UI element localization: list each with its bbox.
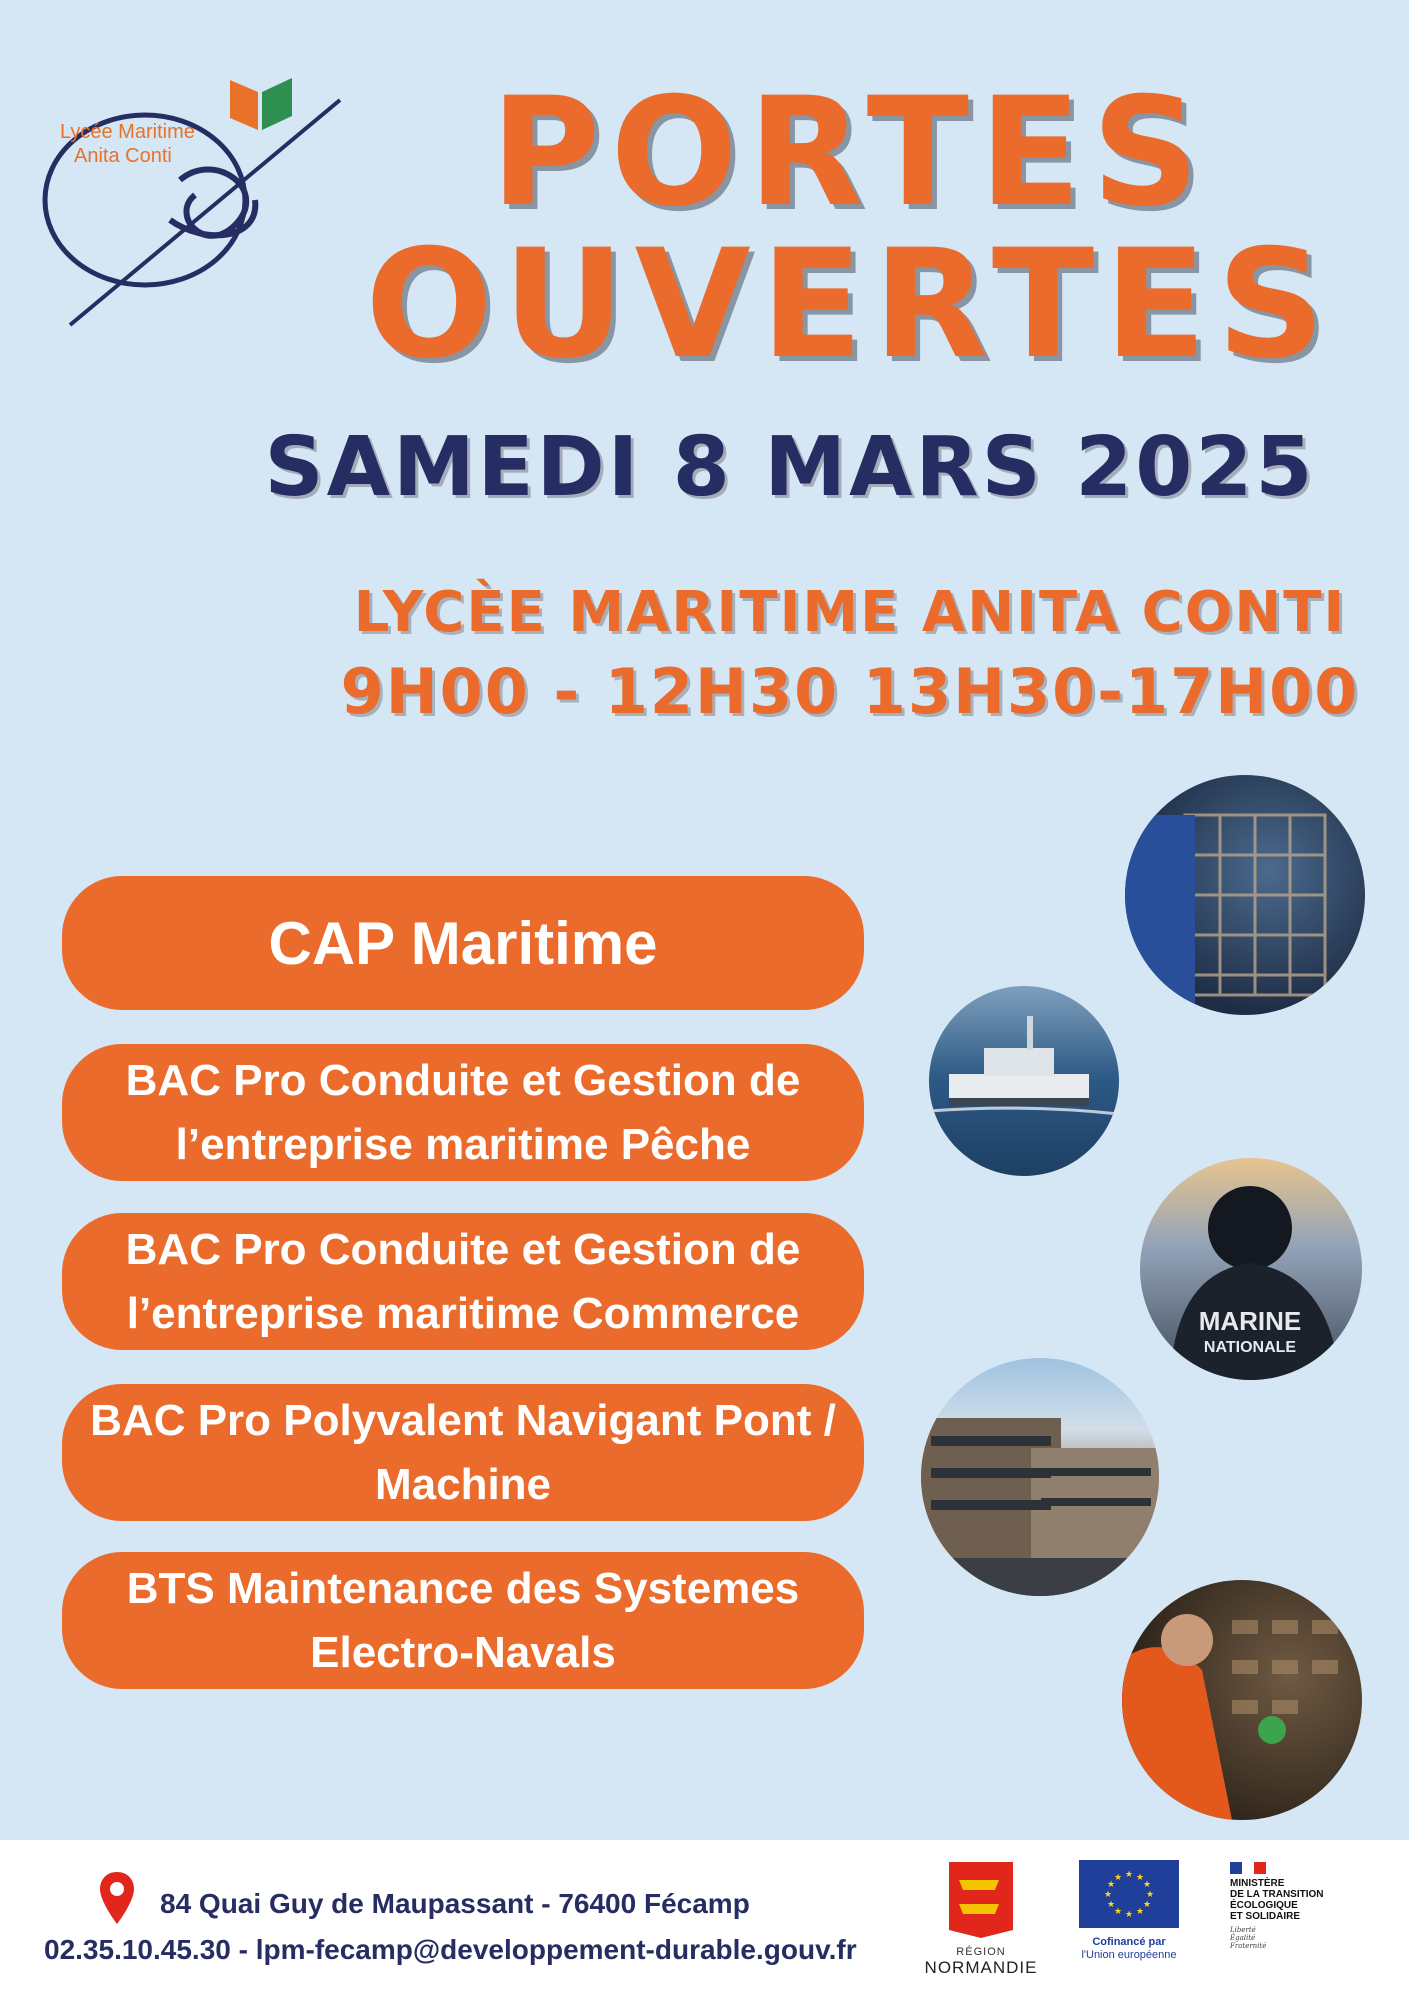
- svg-text:★: ★: [1124, 1910, 1134, 1920]
- normandie-leopards-icon: [945, 1860, 1017, 1940]
- french-flag-icon: [1230, 1862, 1266, 1874]
- region-name: NORMANDIE: [924, 1958, 1038, 1977]
- logo-line-2: Anita Conti: [74, 145, 172, 167]
- badge-marine: MARINE: [1198, 1306, 1302, 1336]
- ministry-logo: [1230, 1862, 1400, 1950]
- program-bts-electro-navals: BTS Maintenance des Systemes Electro-Navals: [62, 1552, 864, 1689]
- address: 84 Quai Guy de Maupassant - 76400 Fécamp: [160, 1888, 750, 1919]
- eu-line-2: l'Union européenne: [1081, 1949, 1177, 1961]
- photo-school-building: [921, 1358, 1159, 1596]
- badge-nationale: NATIONALE: [1203, 1339, 1297, 1356]
- ministry-line-1: MINISTÈRE: [1230, 1878, 1285, 1889]
- photo-fishing-trap: [1125, 775, 1365, 1015]
- photo-marine-nationale: [1140, 1158, 1362, 1380]
- photo-boat: [929, 986, 1119, 1176]
- headline-line-2: OUVERTES: [365, 218, 1335, 392]
- program-bac-peche: BAC Pro Conduite et Gestion de l’entreprise maritime Pêche: [62, 1044, 864, 1181]
- event-date: SAMEDI 8 MARS 2025: [264, 420, 1316, 515]
- region-normandie-logo: [920, 1860, 1042, 1978]
- svg-text:★: ★: [1106, 1900, 1116, 1910]
- svg-text:★: ★: [1103, 1890, 1113, 1900]
- svg-text:★: ★: [1135, 1907, 1145, 1917]
- svg-text:★: ★: [1142, 1900, 1152, 1910]
- region-label: RÉGION: [956, 1946, 1006, 1958]
- motto-fraternite: Fraternité: [1230, 1942, 1267, 1950]
- motto-liberte: Liberté: [1230, 1926, 1256, 1934]
- svg-text:★: ★: [1124, 1870, 1134, 1880]
- svg-text:★: ★: [1142, 1880, 1152, 1890]
- program-bac-commerce: BAC Pro Conduite et Gestion de l’entreprise maritime Commerce: [62, 1213, 864, 1350]
- svg-text:★: ★: [1106, 1880, 1116, 1890]
- svg-text:★: ★: [1113, 1907, 1123, 1917]
- svg-text:★: ★: [1113, 1873, 1123, 1883]
- logo-knot-icon: [30, 70, 360, 340]
- headline-line-1: PORTES: [490, 66, 1210, 240]
- ministry-line-3: ÉCOLOGIQUE: [1230, 1900, 1298, 1911]
- contact-info: 02.35.10.45.30 - lpm-fecamp@developpement-durable.gouv.fr: [44, 1934, 857, 1965]
- program-bac-polyvalent: BAC Pro Polyvalent Navigant Pont / Machine: [62, 1384, 864, 1521]
- motto-egalite: Égalité: [1230, 1934, 1256, 1942]
- location-pin-icon: [98, 1870, 136, 1926]
- footer: [0, 1840, 1409, 2000]
- ministry-line-2: DE LA TRANSITION: [1230, 1889, 1324, 1900]
- eu-line-1: Cofinancé par: [1092, 1936, 1166, 1948]
- eu-flag-icon: [1079, 1860, 1179, 1928]
- svg-text:★: ★: [1145, 1890, 1155, 1900]
- logo-line-1: Lycée Maritime: [60, 121, 195, 143]
- photo-engineer: [1122, 1580, 1362, 1820]
- program-cap-maritime: CAP Maritime: [62, 876, 864, 1010]
- svg-text:★: ★: [1135, 1873, 1145, 1883]
- ministry-line-4: ET SOLIDAIRE: [1230, 1911, 1301, 1922]
- opening-hours: 9H00 - 12H30 13H30-17H00: [340, 655, 1360, 728]
- eu-cofinance-logo: [1074, 1860, 1184, 1962]
- venue-name: LYCÈE MARITIME ANITA CONTI: [353, 580, 1347, 645]
